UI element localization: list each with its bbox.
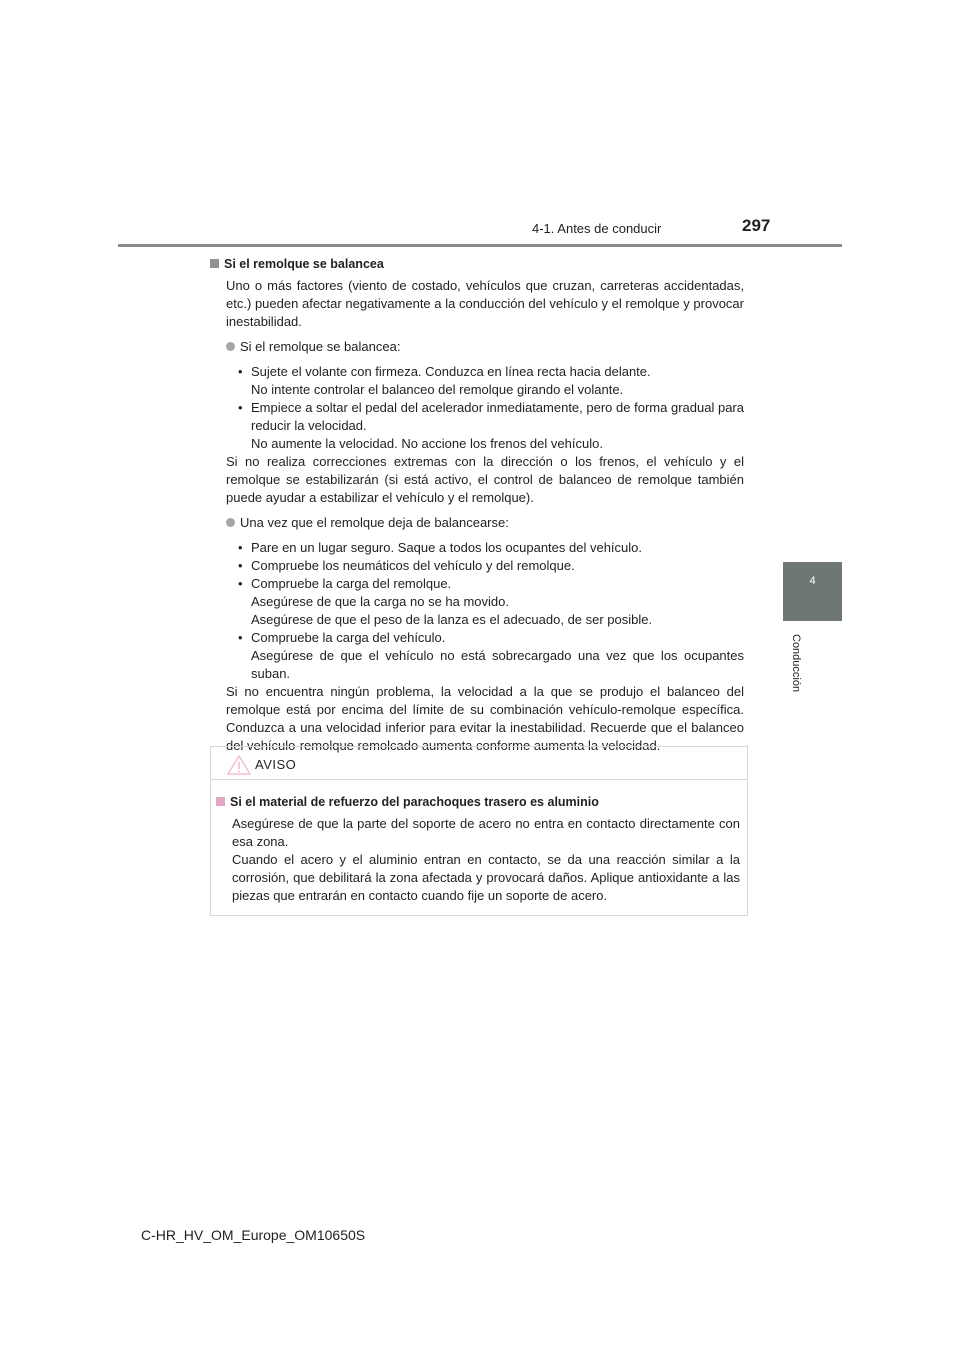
point-sway: Si el remolque se balancea: xyxy=(226,338,744,356)
chapter-number: 4 xyxy=(809,575,816,587)
conclusion-paragraph: Si no encuentra ningún problema, la velocidad a la que se produjo el balanceo del remolque está por encima del límite de su combinación vehículo-remolque específica. Conduzca a una velocidad inferior para evitar la inestabilidad. Recuerde que el balanceo del vehículo-remolque remolcado aumenta conforme aumenta la velocidad. xyxy=(226,684,744,753)
warning-paragraph: Cuando el acero y el aluminio entran en contacto, se da una reacción similar a la corrosión, que debilitará la zona afectada y provocará daños. Aplique antioxidante a las piezas que entrarán en contacto cuando fije un soporte de acero. xyxy=(232,852,740,903)
list-item: • Empiece a soltar el pedal del acelerador inmediatamente, pero de forma gradual para reducir la velocidad. No aumente la velocidad. No accione los frenos del vehículo. xyxy=(238,400,744,451)
list-item: • Sujete el volante con firmeza. Conduzca en línea recta hacia delante. No intente controlar el balanceo del remolque girando el volante. xyxy=(238,364,651,397)
chapter-label: Conducción xyxy=(790,634,802,693)
intro-paragraph: Uno o más factores (viento de costado, vehículos que cruzan, carreteras accidentadas, etc.) pueden afectar negativamente a la conducción del vehículo y el remolque y provocar inestabilidad. xyxy=(226,278,744,329)
square-bullet-icon xyxy=(210,259,219,268)
circle-bullet-icon xyxy=(226,518,235,527)
chapter-tab xyxy=(783,562,842,621)
main-content xyxy=(210,255,744,755)
warning-heading: Si el material de refuerzo del parachoques trasero es aluminio xyxy=(216,793,740,811)
warning-body xyxy=(216,793,740,905)
sway-followup-paragraph: Si no realiza correcciones extremas con la dirección o los frenos, el vehículo y el remolque se estabilizarán (si está activo, el control de balanceo de remolque también puede ayudar a estabilizar el vehículo y el remolque). xyxy=(226,454,744,505)
warning-triangle-icon xyxy=(227,755,251,775)
list-item: • Compruebe la carga del remolque. Asegúrese de que la carga no se ha movido. Asegúrese de que el peso de la lanza es el adecuado, de ser posible. xyxy=(238,576,653,627)
point-after-sway: Una vez que el remolque deja de balancearse: xyxy=(226,514,744,532)
footer-doc-id: C-HR_HV_OM_Europe_OM10650S xyxy=(141,1227,366,1243)
warning-header xyxy=(211,747,747,780)
after-sway-bullet-list xyxy=(210,539,744,683)
circle-bullet-icon xyxy=(226,342,235,351)
section-heading: Si el remolque se balancea xyxy=(210,255,744,273)
sway-bullet-list xyxy=(210,363,744,453)
header-divider xyxy=(118,244,842,247)
section-title: 4-1. Antes de conducir xyxy=(532,221,662,236)
warning-paragraph: Asegúrese de que la parte del soporte de acero no entra en contacto directamente con esa zona. xyxy=(232,816,740,849)
list-item: • Compruebe la carga del vehículo. Asegúrese de que el vehículo no está sobrecargado una vez que los ocupantes suban. xyxy=(238,630,744,681)
page-number: 297 xyxy=(742,216,771,235)
list-item: • Pare en un lugar seguro. Saque a todos los ocupantes del vehículo. xyxy=(238,540,642,555)
warning-box xyxy=(210,746,748,916)
square-bullet-icon xyxy=(216,797,225,806)
list-item: • Compruebe los neumáticos del vehículo y del remolque. xyxy=(238,558,575,573)
warning-title: AVISO xyxy=(255,757,297,772)
